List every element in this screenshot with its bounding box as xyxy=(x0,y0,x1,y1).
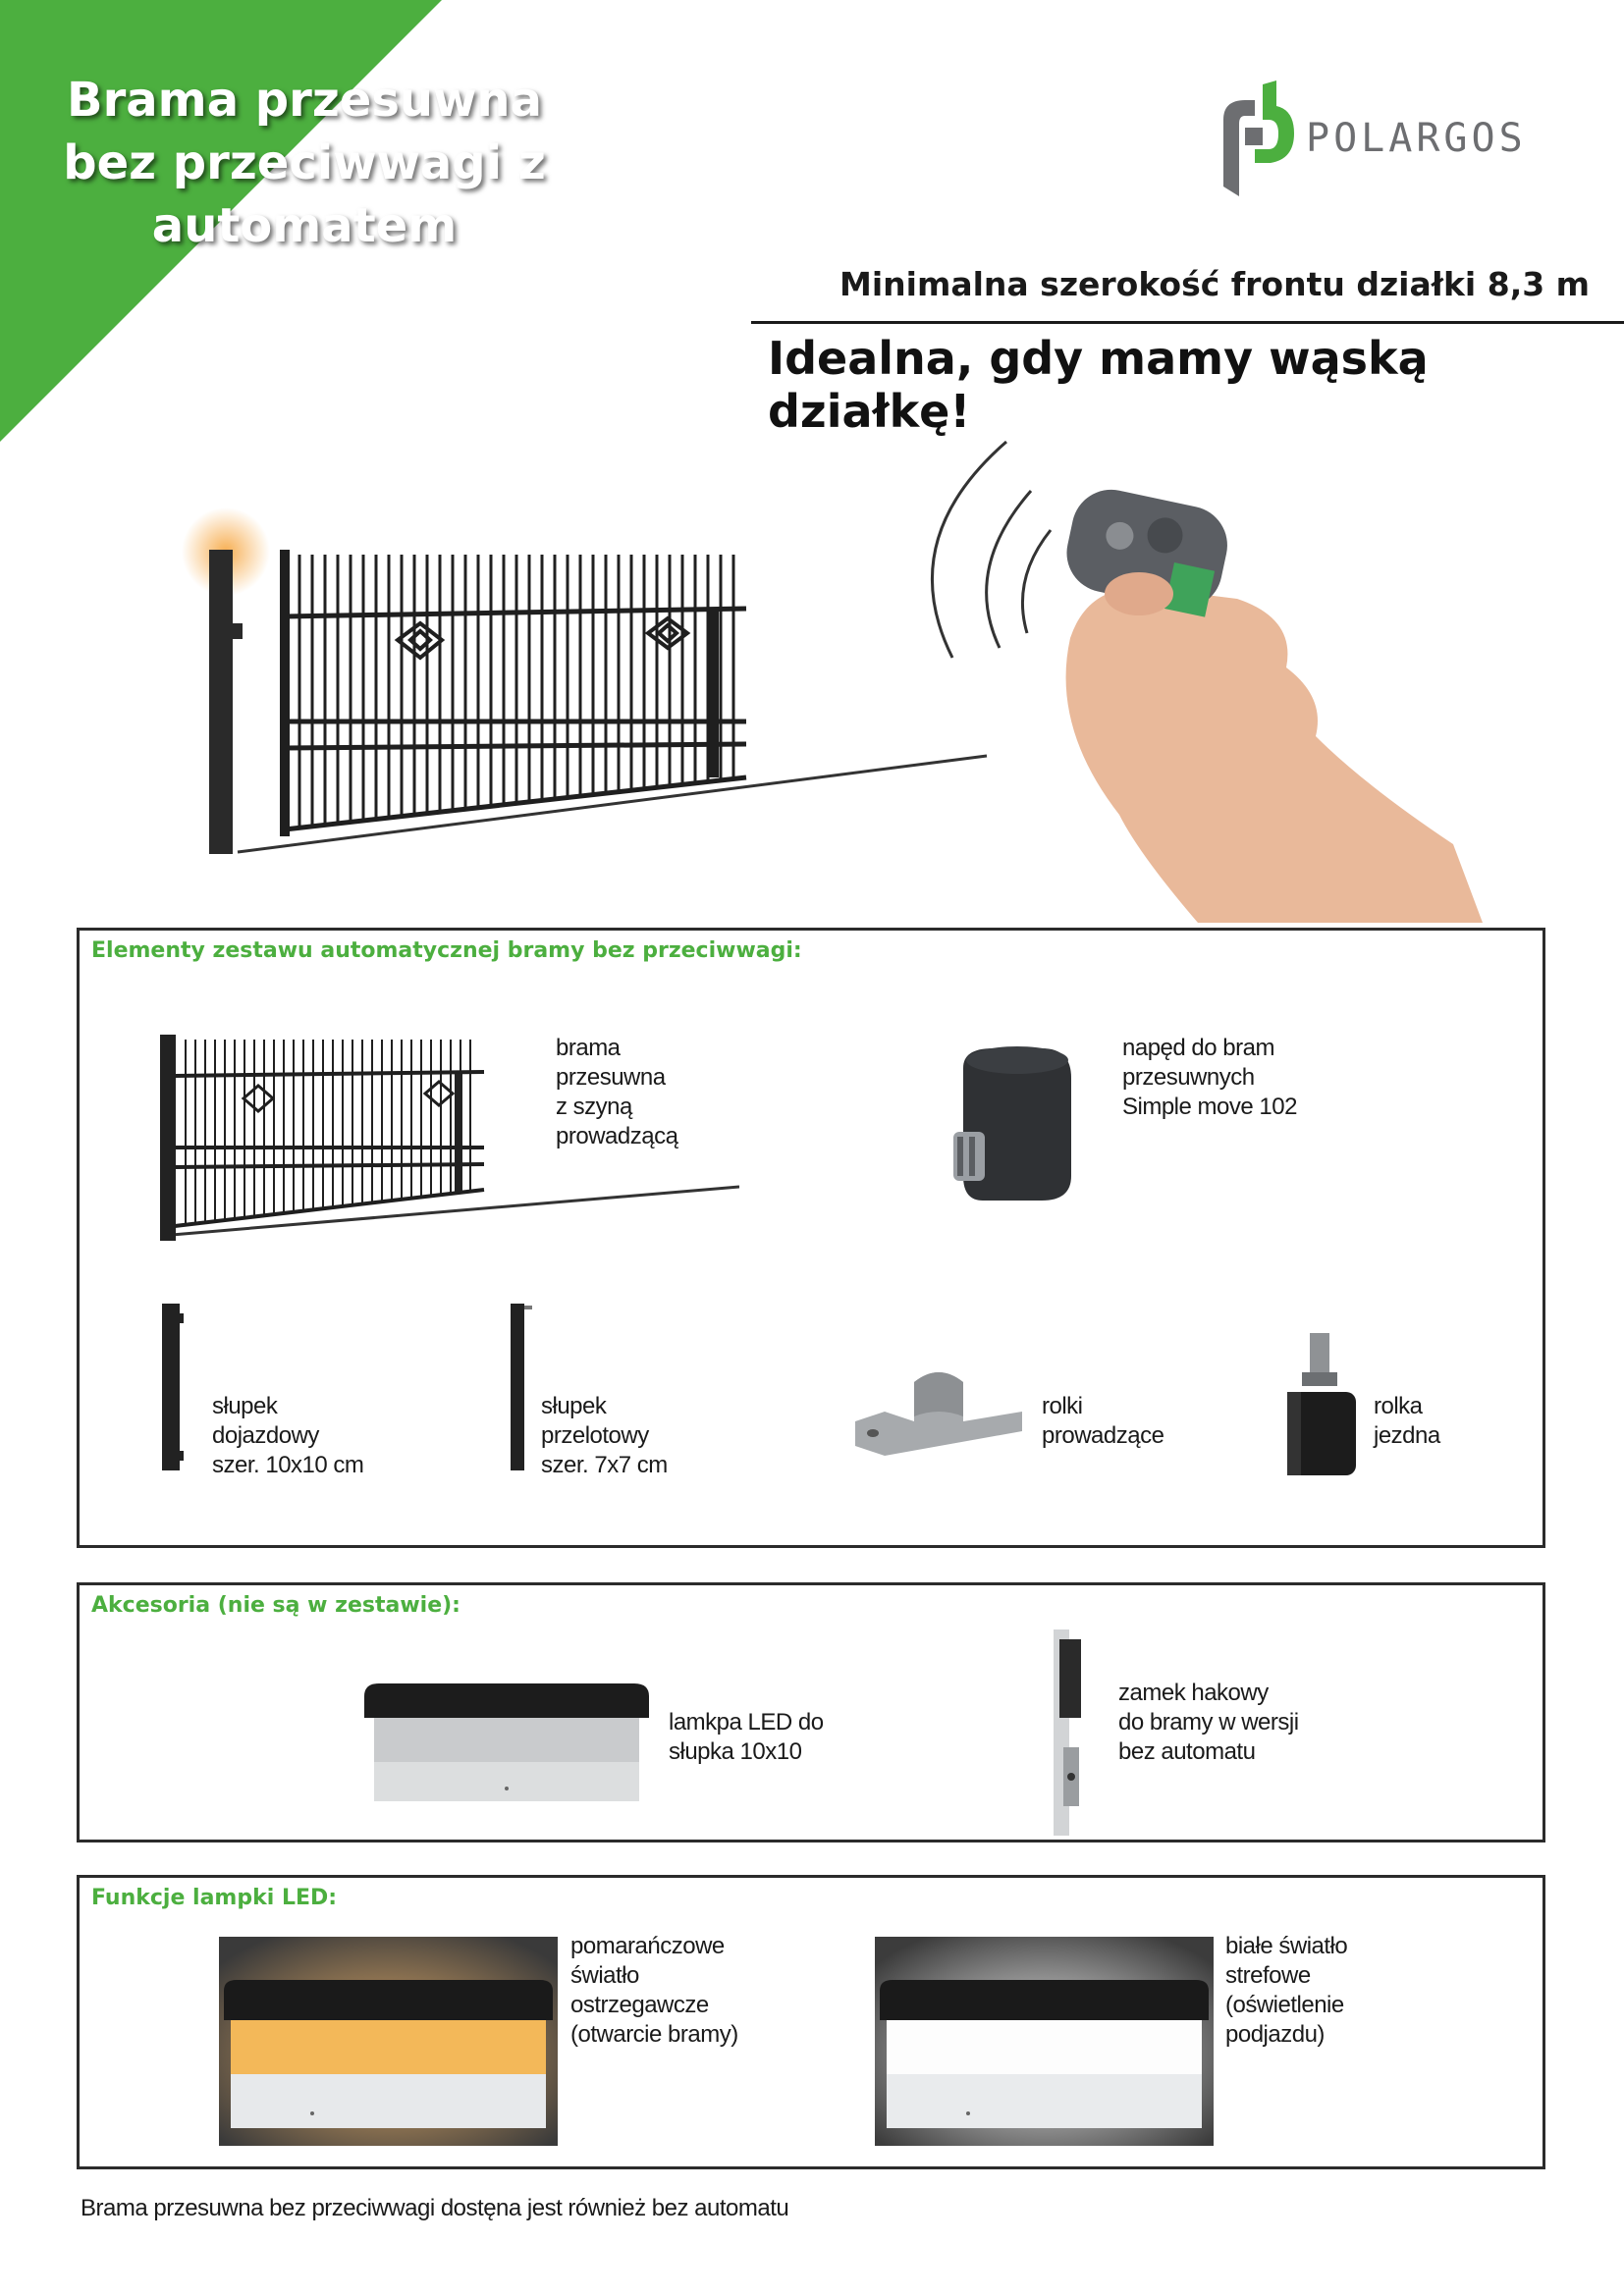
led-orange-caption: pomarańczowe światło ostrzegawcze (otwarcie bramy) xyxy=(570,1933,738,2048)
gate-motor-icon xyxy=(934,1039,1091,1215)
led-white-caption: białe światło strefowe (oświetlenie podjazdu) xyxy=(1225,1933,1348,2048)
kit-gate-caption: brama przesuwna z szyną prowadzącą xyxy=(556,1035,678,1149)
accessories-box-title: Akcesoria (nie są w zestawie): xyxy=(91,1593,460,1618)
kit-pass-post-caption: słupek przelotowy szer. 7x7 cm xyxy=(541,1393,668,1478)
guide-rollers-icon xyxy=(855,1362,1022,1470)
kit-box-title: Elementy zestawu automatycznej bramy bez przeciwwagi: xyxy=(91,938,802,963)
kit-motor-caption: napęd do bram przesuwnych Simple move 102 xyxy=(1122,1035,1297,1120)
banner-title-line3: automatem xyxy=(151,198,458,253)
remote-control-image xyxy=(903,432,1483,923)
polargos-logo-icon xyxy=(1216,80,1298,200)
kit-wheel-caption: rolka jezdna xyxy=(1374,1393,1440,1449)
kit-stop-post-caption: słupek dojazdowy szer. 10x10 cm xyxy=(212,1393,364,1478)
led-lamp-icon xyxy=(364,1679,649,1806)
hook-lock-icon xyxy=(1042,1629,1101,1836)
accessories-box xyxy=(77,1582,1545,1842)
led-functions-box-title: Funkcje lampki LED: xyxy=(91,1886,338,1910)
stop-post-icon xyxy=(158,1304,189,1470)
footer-note: Brama przesuwna bez przeciwwagi dostęna jest również bez automatu xyxy=(81,2195,789,2221)
kit-rollers-caption: rolki prowadzące xyxy=(1042,1393,1164,1449)
kit-box xyxy=(77,928,1545,1548)
divider xyxy=(751,321,1624,324)
banner-title xyxy=(39,69,569,257)
orange-light-icon xyxy=(219,1937,558,2146)
banner-title-line2: bez przeciwwagi z xyxy=(63,135,546,190)
headline: Idealna, gdy mamy wąską działkę! xyxy=(768,332,1429,438)
white-light-icon xyxy=(875,1937,1214,2146)
accessory-lock-caption: zamek hakowy do bramy w wersji bez automatu xyxy=(1118,1680,1299,1765)
hero-gate-image xyxy=(167,491,1001,874)
accessory-led-caption: lamkpa LED do słupka 10x10 xyxy=(669,1709,824,1765)
carriage-wheel-icon xyxy=(1282,1333,1361,1480)
logo-wordmark: POLARGOS xyxy=(1306,116,1527,161)
subtitle: Minimalna szerokość frontu działki 8,3 m xyxy=(839,265,1591,303)
banner-title-line1: Brama przesuwna xyxy=(67,73,542,128)
pass-post-icon xyxy=(507,1304,536,1470)
led-functions-box xyxy=(77,1875,1545,2169)
